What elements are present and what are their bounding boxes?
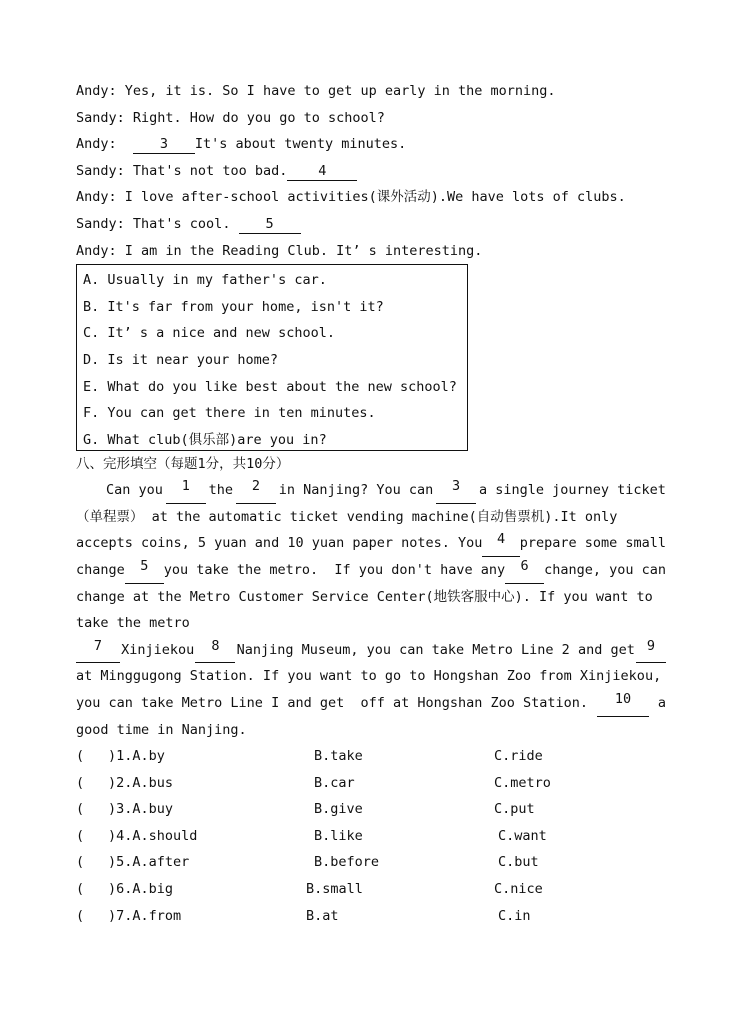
- speaker: Sandy:: [76, 162, 125, 179]
- option-item: E. What do you like best about the new school?: [83, 378, 457, 395]
- cloze-blank[interactable]: 6: [505, 557, 544, 584]
- dialogue-line: [76, 184, 666, 211]
- cloze-blank[interactable]: 10: [597, 690, 649, 717]
- cloze-passage: [76, 477, 666, 743]
- dialogue-line: [76, 78, 666, 105]
- question-row: ( )4.A.should B.like C.want: [76, 823, 666, 850]
- question-row: ( )2.A.bus B.car C.metro: [76, 770, 666, 797]
- cloze-blank[interactable]: 1: [166, 477, 206, 504]
- choice-c: C.metro: [494, 774, 551, 791]
- dialogue-text: Yes, it is. So I have to get up early in the morning.: [116, 83, 556, 99]
- choice-c: C.in: [498, 907, 531, 924]
- dialogue-line: [76, 211, 666, 238]
- dialogue-line: [76, 131, 666, 158]
- speaker: Andy:: [76, 136, 117, 153]
- choice-a: A.by: [132, 748, 165, 765]
- dialogue-text: I am in the Reading Club. It’ s interesting.: [116, 242, 483, 259]
- passage-line: good time in Nanjing.: [76, 721, 247, 738]
- question-row: ( )5.A.after B.before C.but: [76, 849, 666, 876]
- answer-blank[interactable]: 5: [239, 215, 301, 234]
- passage-line: accepts coins, 5 yuan and 10 yuan paper notes. You 4 prepare some small: [76, 530, 666, 557]
- cloze-blank[interactable]: 7: [76, 637, 120, 664]
- passage-line: change at the Metro Customer Service Center(地铁客服中心). If you want to: [76, 588, 653, 605]
- cloze-blank[interactable]: 4: [482, 530, 519, 557]
- question-row: ( )1.A.by B.take C.ride: [76, 743, 666, 770]
- dialogue-line: [76, 105, 666, 132]
- cloze-blank[interactable]: 5: [125, 557, 164, 584]
- dialogue-line: [76, 158, 666, 185]
- choice-b: B.car: [314, 774, 355, 791]
- choice-b: B.take: [314, 748, 363, 765]
- cloze-blank[interactable]: 9: [636, 637, 666, 664]
- answer-paren[interactable]: (: [76, 774, 85, 791]
- speaker: Andy:: [76, 83, 117, 99]
- option-item: C. It’ s a nice and new school.: [83, 325, 335, 342]
- choice-c: C.put: [494, 801, 535, 818]
- question-row: ( )7.A.from B.at C.in: [76, 903, 666, 930]
- option-item: D. Is it near your home?: [83, 351, 279, 368]
- answer-paren[interactable]: (: [76, 827, 85, 844]
- choice-b: B.before: [314, 854, 380, 871]
- choice-b: B.small: [306, 881, 363, 898]
- passage-line: 7 Xinjiekou 8 Nanjing Museum, you can take Metro Line 2 and get 9: [76, 637, 666, 664]
- speaker: Sandy:: [76, 215, 125, 232]
- options-box: [76, 264, 468, 451]
- speaker: Andy:: [76, 189, 117, 206]
- passage-line: （单程票） at the automatic ticket vending machine(自动售票机).It only: [76, 508, 618, 525]
- answer-blank[interactable]: 4: [287, 162, 357, 181]
- section-heading: 八、完形填空（每题1分，共10分）: [76, 456, 290, 473]
- dialogue-text: I love after-school activities(课外活动).We have lots of clubs.: [116, 189, 626, 206]
- option-item: F. You can get there in ten minutes.: [83, 405, 376, 422]
- answer-paren[interactable]: (: [76, 881, 85, 898]
- choice-c: C.want: [498, 827, 547, 844]
- choice-b: B.at: [306, 907, 339, 924]
- cloze-blank[interactable]: 2: [236, 477, 276, 504]
- choice-a: A.big: [132, 881, 174, 898]
- question-list: [76, 743, 666, 929]
- cloze-blank[interactable]: 8: [195, 637, 235, 664]
- choice-b: B.give: [314, 801, 363, 818]
- dialogue-line: [76, 238, 666, 265]
- passage-line: you can take Metro Line I and get off at Hongshan Zoo Station. 10 a: [76, 690, 666, 717]
- choice-b: B.like: [314, 827, 363, 844]
- question-row: ( )3.A.buy B.give C.put: [76, 796, 666, 823]
- passage-line: at Minggugong Station. If you want to go to Hongshan Zoo from Xinjiekou,: [76, 668, 662, 685]
- answer-blank[interactable]: 3: [133, 135, 195, 154]
- choice-c: C.nice: [494, 881, 543, 898]
- dialogue-text: It's about twenty minutes.: [194, 136, 407, 153]
- choice-a: A.bus: [132, 774, 174, 791]
- passage-line: take the metro: [76, 615, 190, 632]
- speaker: Andy:: [76, 242, 117, 259]
- choice-a: A.should: [132, 827, 198, 844]
- choice-a: A.buy: [132, 801, 174, 818]
- answer-paren[interactable]: (: [76, 854, 85, 871]
- passage-line: change 5 you take the metro. If you don't have any 6 change, you can: [76, 557, 666, 584]
- choice-c: C.ride: [494, 748, 543, 765]
- answer-paren[interactable]: (: [76, 907, 85, 924]
- choice-a: A.after: [132, 854, 190, 871]
- option-item: G. What club(俱乐部)are you in?: [83, 431, 327, 448]
- answer-paren[interactable]: (: [76, 748, 85, 765]
- choice-c: C.but: [498, 854, 539, 871]
- cloze-blank[interactable]: 3: [436, 477, 476, 504]
- option-item: A. Usually in my father's car.: [83, 272, 327, 289]
- option-item: B. It's far from your home, isn't it?: [83, 298, 384, 315]
- dialogue: [76, 78, 666, 264]
- dialogue-text: Right. How do you go to school?: [124, 109, 385, 126]
- speaker: Sandy:: [76, 109, 125, 126]
- exam-page: [76, 78, 666, 929]
- answer-paren[interactable]: (: [76, 801, 85, 818]
- question-row: ( )6.A.big B.small C.nice: [76, 876, 666, 903]
- dialogue-text: That's not too bad.: [124, 162, 288, 179]
- passage-line: Can you 1 the 2 in Nanjing? You can 3 a single journey ticket: [76, 477, 666, 504]
- dialogue-text: That's cool.: [124, 215, 239, 232]
- choice-a: A.from: [132, 907, 182, 924]
